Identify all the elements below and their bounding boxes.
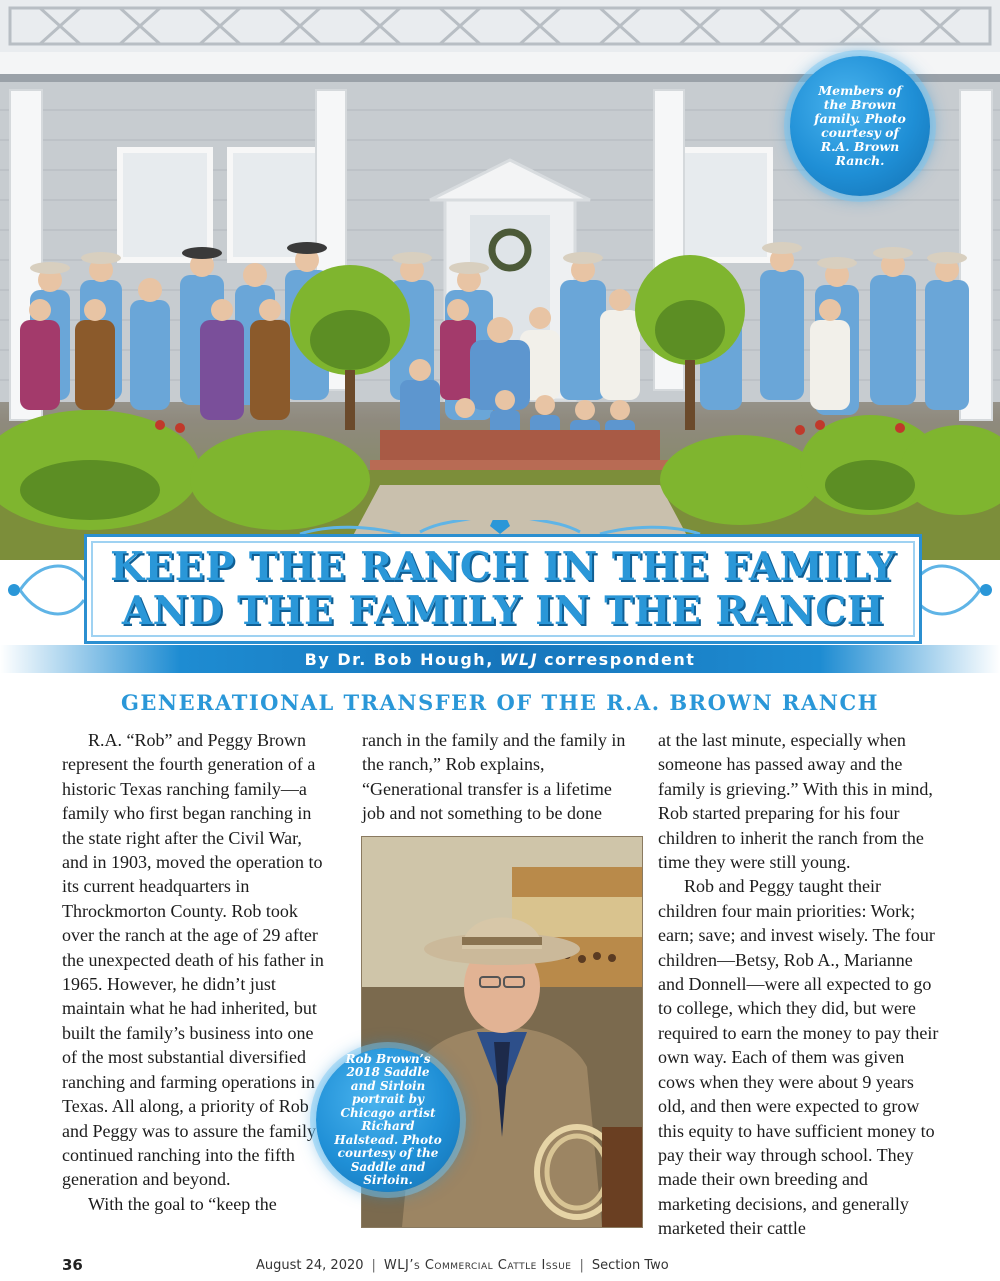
headline-line-1: KEEP THE RANCH IN THE FAMILY xyxy=(110,544,896,590)
byline-outlet: WLJ xyxy=(499,649,539,669)
article-column-2 xyxy=(362,728,636,826)
paragraph: With the goal to “keep the xyxy=(88,1193,277,1214)
footer-meta xyxy=(256,1258,669,1273)
page-footer xyxy=(0,1254,1000,1278)
paragraph: at the last minute, especially when someone has passed away and the family is grieving.” With this in mind, Rob started preparing for his four children to inherit the ranch from the time they were still young. xyxy=(658,730,933,873)
footer-separator: | xyxy=(579,1258,584,1273)
article-column-1 xyxy=(62,728,332,1216)
issue-date: August 24, 2020 xyxy=(256,1258,364,1273)
photo-caption-text: Members of the Brown family. Photo courtesy of R.A. Brown Ranch. xyxy=(814,83,906,168)
section-label: Section Two xyxy=(591,1258,669,1273)
photo-caption-badge xyxy=(790,56,930,196)
footer-separator: | xyxy=(371,1258,376,1273)
paragraph: R.A. “Rob” and Peggy Brown represent the fourth generation of a historic Texas ranching family—a family who first began ranching in the state right after the Civil War, and in 1903, moved the operation to its current headquarters in Throckmorton County. Rob took over the ranch at the age of 29 after the unexpected death of his father in 1965. However, he didn’t just maintain what he had inherited, but built the family’s business into one of the most substantial diversified ranching and farming operations in Texas. All along, a priority of Rob and Peggy was to assure the family continued ranching into the fifth generation and beyond. xyxy=(62,730,324,1190)
paragraph: Rob and Peggy taught their children four main priorities: Work; earn; save; and invest wisely. The four children—Betsy, Rob A., Marianne and Donnell—were all expected to go to college, which they did, but were required to earn the money to pay their own way. Each of them was given cows when they were about 9 years old, and then were expected to grow this equity to have sufficient money to pay their way through school. They made their own breeding and marketing decisions, and generally marketed their cattle xyxy=(658,876,939,1239)
byline xyxy=(0,645,1000,673)
headline-line-2: AND THE FAMILY IN THE RANCH xyxy=(121,588,885,634)
headline-box xyxy=(84,534,922,644)
paragraph: ranch in the family and the family in the ranch,” Rob explains, “Generational transfer is a lifetime job and not something to be done xyxy=(362,730,626,824)
magazine-title: WLJ’s Commercial Cattle Issue xyxy=(383,1258,572,1273)
family-photo xyxy=(0,0,1000,560)
byline-suffix: correspondent xyxy=(544,649,696,669)
byline-prefix: By Dr. Bob Hough, xyxy=(304,649,494,669)
portrait-caption-badge xyxy=(316,1048,460,1192)
article-column-3 xyxy=(658,728,940,1241)
portrait-caption-text: Rob Brown’s 2018 Saddle and Sirloin portrait by Chicago artist Richard Halstead. Photo courtesy of the Saddle and Sirloin. xyxy=(334,1051,442,1187)
subheadline: GENERATIONAL TRANSFER OF THE R.A. BROWN RANCH xyxy=(120,690,880,715)
page-number: 36 xyxy=(62,1256,83,1274)
